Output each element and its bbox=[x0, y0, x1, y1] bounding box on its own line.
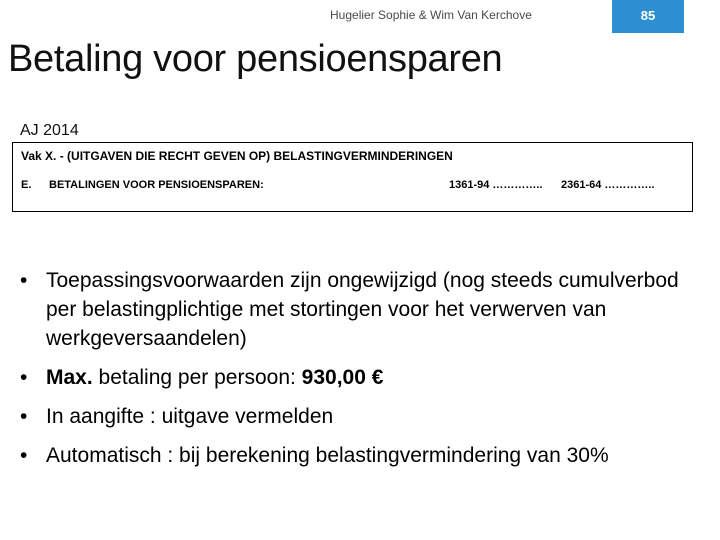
bullet-dot-icon: • bbox=[20, 444, 28, 467]
bullet-item bbox=[18, 402, 688, 431]
bullet-text: Max. bbox=[46, 366, 93, 389]
bullet-text: Toepassingsvoorwaarden zijn ongewijzigd (nog steeds cumulverbod per belastingplichtige met stortingen voor het verwerven van werkgeversaandelen) bbox=[46, 269, 679, 350]
bullet-text: Automatisch : bij berekening belastingvermindering van 30% bbox=[46, 444, 609, 467]
page-number: 85 bbox=[640, 8, 656, 23]
bullet-text: In aangifte : uitgave vermelden bbox=[46, 405, 334, 428]
bullet-item bbox=[18, 266, 688, 353]
bullet-dot-icon: • bbox=[20, 366, 28, 389]
slide-title: Betaling voor pensioensparen bbox=[8, 38, 503, 80]
bullet-text: 930,00 € bbox=[301, 366, 384, 389]
bullet-list bbox=[18, 266, 688, 480]
page-number-badge bbox=[612, 0, 684, 33]
assessment-year-label: AJ 2014 bbox=[20, 122, 79, 139]
form-item-label: BETALINGEN VOOR PENSIOENSPAREN: bbox=[49, 179, 264, 191]
bullet-text: betaling per persoon: bbox=[92, 366, 302, 389]
bullet-dot-icon: • bbox=[20, 269, 28, 292]
form-section-heading: Vak X. - (UITGAVEN DIE RECHT GEVEN OP) BELASTINGVERMINDERINGEN bbox=[21, 149, 453, 163]
bullet-dot-icon: • bbox=[20, 405, 28, 428]
bullet-item bbox=[18, 441, 688, 470]
header-author: Hugelier Sophie & Wim Van Kerchove bbox=[330, 8, 532, 22]
bullet-item bbox=[18, 363, 688, 392]
form-item-letter: E. bbox=[21, 179, 32, 191]
form-code-1361-94: 1361-94 ………….. bbox=[449, 179, 543, 191]
tax-form-excerpt bbox=[12, 142, 693, 212]
form-code-2361-64: 2361-64 ………….. bbox=[561, 179, 655, 191]
